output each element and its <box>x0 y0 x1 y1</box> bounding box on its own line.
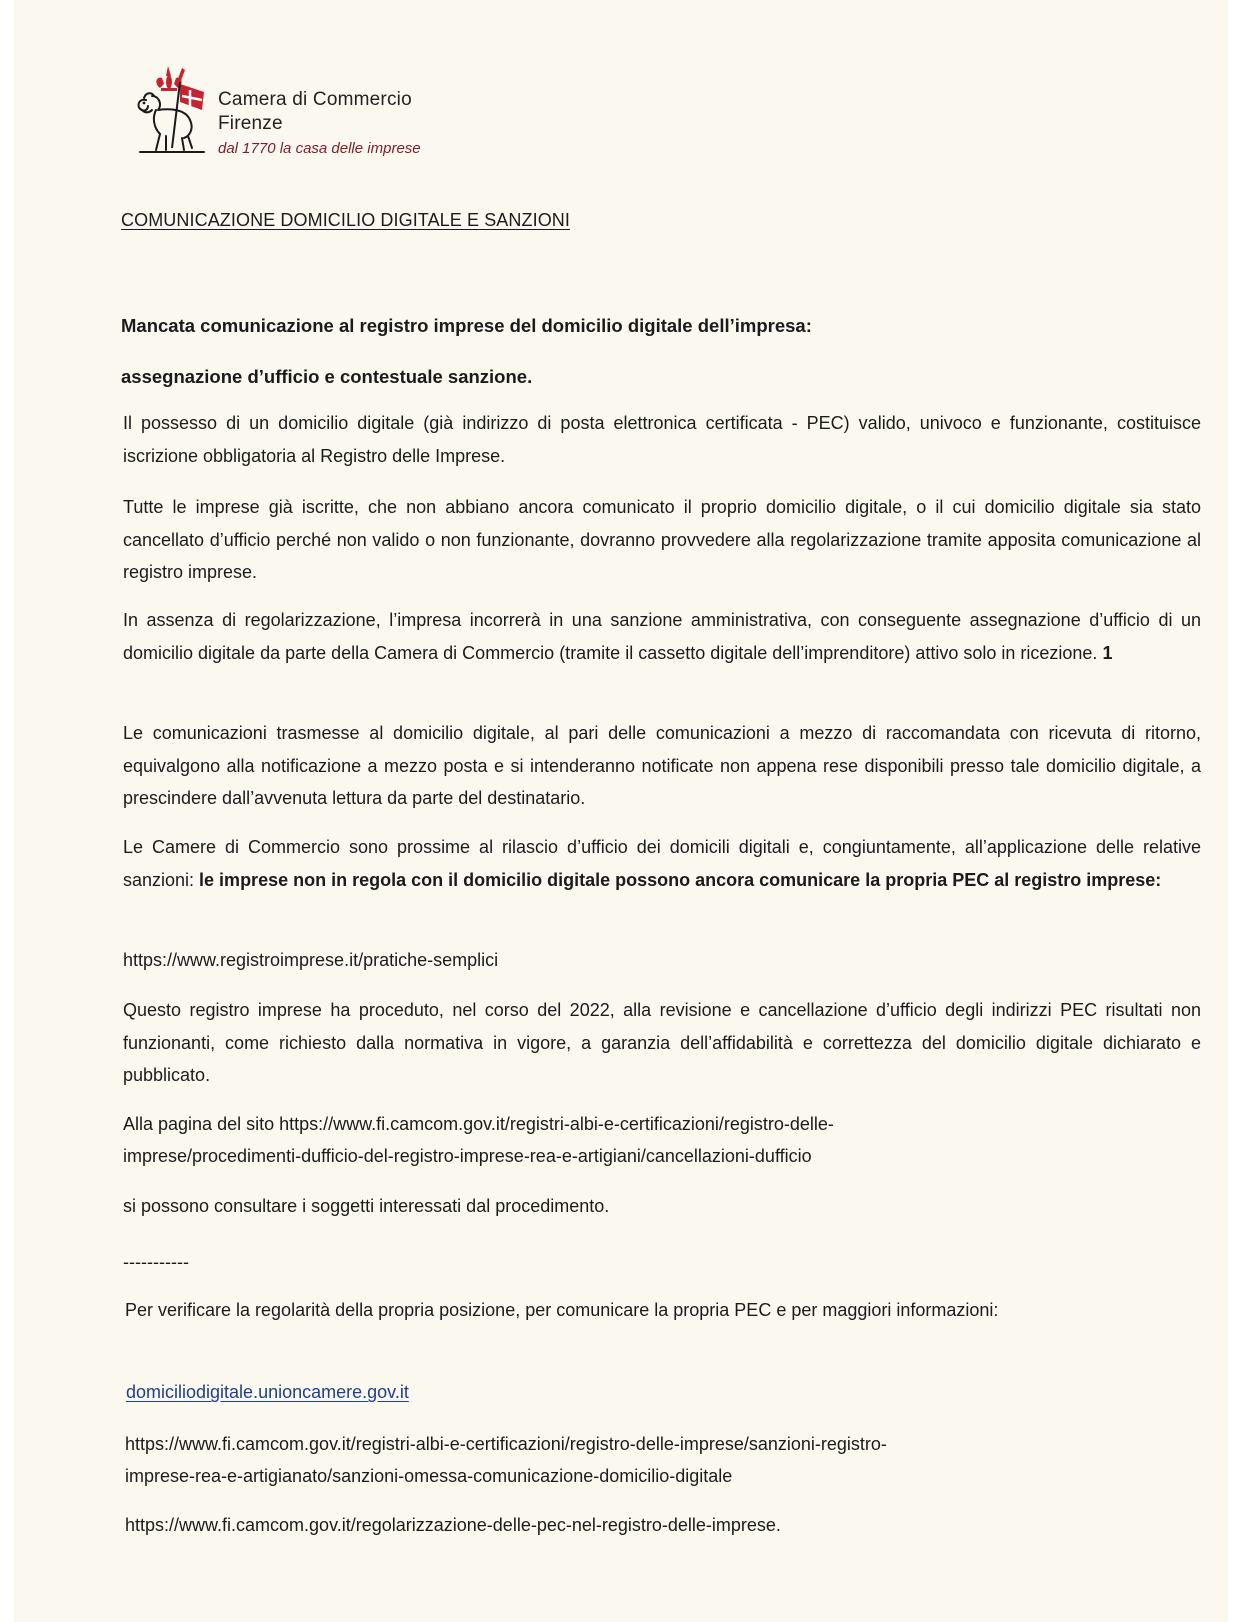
paragraph-site-page-line-2: imprese/procedimenti-dufficio-del-registro-imprese-rea-e-artigiani/cancellazioni-dufficio <box>123 1146 812 1166</box>
document-title: COMUNICAZIONE DOMICILIO DIGITALE E SANZIONI <box>121 210 571 230</box>
organization-name-line-1: Camera di Commercio <box>218 89 412 110</box>
paragraph-chambers <box>123 831 1201 896</box>
url-sanzioni-line-2[interactable]: imprese-rea-e-artigianato/sanzioni-omessa-comunicazione-domicilio-digitale <box>125 1466 733 1486</box>
paragraph-registered-companies: Tutte le imprese già iscritte, che non abbiano ancora comunicato il proprio domicilio digitale, o il cui domicilio digitale sia stato cancellato d’ufficio perché non valido o non funzionante, dovranno provvedere alla regolarizzazione tramite apposita comunicazione al registro imprese. <box>123 497 1201 582</box>
chamber-logo <box>132 62 462 172</box>
url-regolarizzazione-pec[interactable]: https://www.fi.camcom.gov.it/regolarizzazione-delle-pec-nel-registro-delle-imprese. <box>125 1515 781 1535</box>
paragraph-chambers-emphasis: le imprese non in regola con il domicilio digitale possono ancora comunicare la propria PEC al registro imprese: <box>199 869 1162 890</box>
lamb-with-lily-banner-icon <box>132 62 214 166</box>
separator-dashes: ----------- <box>123 1252 189 1272</box>
paragraph-notifications: Le comunicazioni trasmesse al domicilio digitale, al pari delle comunicazioni a mezzo di raccomandata con ricevuta di ritorno, equivalgono alla notificazione a mezzo posta e si intenderanno notificate non appena rese disponibili presso tale domicilio digitale, a prescindere dall’avvenuta lettura da parte del destinatario. <box>123 723 1201 808</box>
organization-tagline: dal 1770 la casa delle imprese <box>218 140 421 157</box>
organization-name <box>218 88 412 136</box>
organization-name-line-2: Firenze <box>218 113 283 134</box>
section-heading-1: Mancata comunicazione al registro imprese del domicilio digitale dell’impresa: <box>121 315 812 336</box>
section-heading-2: assegnazione d’ufficio e contestuale sanzione. <box>121 366 533 387</box>
paragraph-consult-subjects: si possono consultare i soggetti interessati dal procedimento. <box>123 1196 610 1216</box>
paragraph-sanction-text: In assenza di regolarizzazione, l’impresa incorrerà in una sanzione amministrativa, con conseguente assegnazione d’ufficio di un domicilio digitale da parte della Camera di Commercio (tramite il cassetto digitale dell’imprenditore) attivo solo in ricezione. <box>123 610 1201 663</box>
footnote-marker: 1 <box>1102 642 1113 663</box>
url-sanzioni-line-1[interactable]: https://www.fi.camcom.gov.it/registri-albi-e-certificazioni/registro-delle-imprese/sanzioni-registro- <box>125 1434 887 1454</box>
link-domicilio-digitale[interactable]: domiciliodigitale.unioncamere.gov.it <box>126 1382 409 1402</box>
paragraph-more-info: Per verificare la regolarità della propria posizione, per comunicare la propria PEC e per maggiori informazioni: <box>125 1300 999 1320</box>
paragraph-pec-requirement: Il possesso di un domicilio digitale (già indirizzo di posta elettronica certificata - PEC) valido, univoco e funzionante, costituisce iscrizione obbligatoria al Registro delle Imprese. <box>123 413 1201 466</box>
paragraph-chambers-text: Le Camere di Commercio sono prossime al rilascio d’ufficio dei domicili digitali e, congiuntamente, all’applicazione delle relative sanzioni: <box>123 837 1201 890</box>
url-pratiche-semplici[interactable]: https://www.registroimprese.it/pratiche-semplici <box>123 950 499 970</box>
paragraph-sanction <box>123 604 1201 669</box>
paragraph-site-page-line-1: Alla pagina del sito https://www.fi.camcom.gov.it/registri-albi-e-certificazioni/registro-delle- <box>123 1114 834 1134</box>
document-page <box>14 0 1228 1622</box>
paragraph-revision-2022: Questo registro imprese ha proceduto, nel corso del 2022, alla revisione e cancellazione d’ufficio degli indirizzi PEC risultati non funzionanti, come richiesto dalla normativa in vigore, a garanzia dell’affidabilità e correttezza del domicilio digitale dichiarato e pubblicato. <box>123 1000 1201 1085</box>
